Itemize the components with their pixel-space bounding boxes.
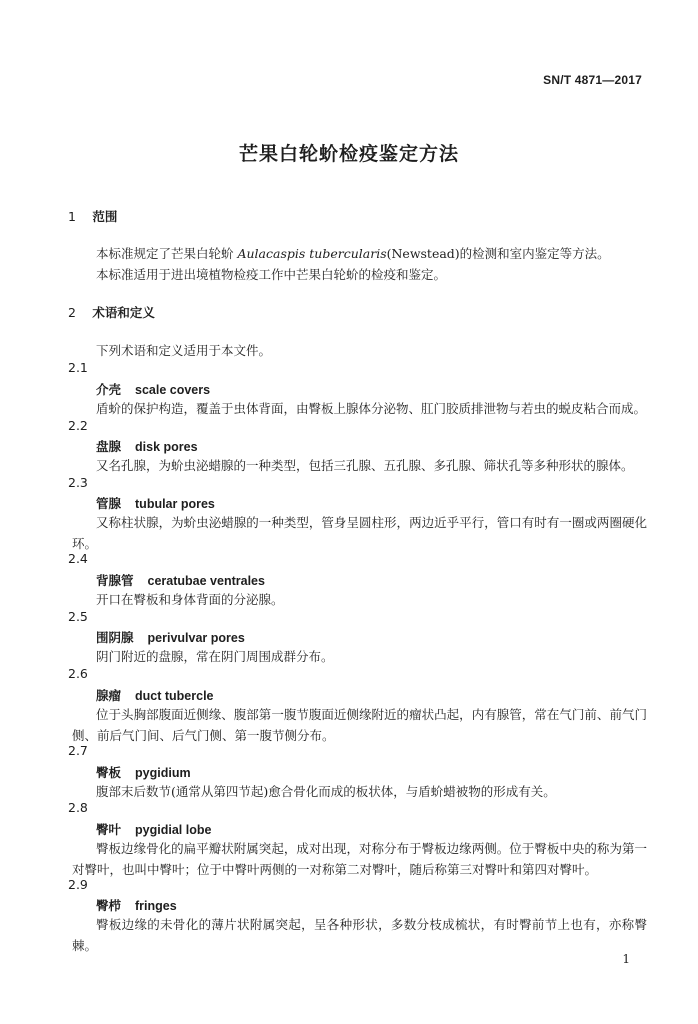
term-definition: 臀板边缘的未骨化的薄片状附属突起，呈各种形状，多数分枝成梳状，有时臀前节上也有，亦称臀棘。 (72, 917, 647, 953)
text-run: 本标准规定了芒果白轮蚧 (96, 246, 238, 261)
term-definition: 又名孔腺，为蚧虫泌蜡腺的一种类型，包括三孔腺、五孔腺、多孔腺、筛状孔等多种形状的腺体。 (96, 458, 634, 473)
term-number: 2.5 (68, 609, 88, 624)
terms-intro: 下列术语和定义适用于本文件。 (96, 343, 272, 358)
term-cn: 臀栉 (96, 898, 122, 913)
term-number: 2.4 (68, 551, 88, 566)
term-number: 2.6 (68, 666, 88, 681)
term-definition: 臀板边缘骨化的扁平瓣状附属突起，成对出现，对称分布于臀板边缘两侧。位于臀板中央的称为第一对臀叶，也叫中臀叶；位于中臀叶两侧的一对称第二对臀叶，随后称第三对臀叶和第四对臀叶。 (72, 841, 647, 877)
term-en: duct tubercle (135, 689, 214, 703)
term-cn: 介壳 (96, 382, 122, 397)
term-en: disk pores (135, 440, 198, 454)
term-en: ceratubae ventrales (147, 574, 265, 588)
standard-code: SN/T 4871—2017 (543, 73, 642, 87)
term-heading (96, 896, 177, 914)
section-number: 1 (68, 209, 76, 224)
term-number: 2.2 (68, 418, 88, 433)
term-cn: 臀叶 (96, 822, 122, 837)
term-en: scale covers (135, 383, 211, 397)
term-definition: 又称柱状腺，为蚧虫泌蜡腺的一种类型，管身呈圆柱形，两边近乎平行，管口有时有一圈或两圈硬化环。 (72, 515, 647, 551)
term-cn: 管腺 (96, 496, 122, 511)
term-en: fringes (135, 899, 177, 913)
term-cn: 背腺管 (96, 573, 134, 588)
term-number: 2.3 (68, 475, 88, 490)
section-title: 范围 (92, 209, 118, 224)
term-definition: 开口在臀板和身体背面的分泌腺。 (96, 592, 284, 607)
scope-paragraph-2: 本标准适用于进出境植物检疫工作中芒果白轮蚧的检疫和鉴定。 (96, 267, 447, 282)
term-definition: 盾蚧的保护构造，覆盖于虫体背面，由臀板上腺体分泌物、肛门胶质排泄物与若虫的蜕皮粘合而成。 (96, 401, 647, 416)
term-en: pygidial lobe (135, 823, 212, 837)
term-number: 2.9 (68, 877, 88, 892)
species-name: Aulacaspis tubercularis (237, 246, 387, 261)
term-heading (96, 380, 210, 398)
term-number: 2.8 (68, 800, 88, 815)
section-1-heading (68, 207, 117, 225)
term-heading (96, 763, 191, 781)
term-heading (96, 437, 198, 455)
term-heading (96, 820, 211, 838)
term-cn: 盘腺 (96, 439, 122, 454)
term-cn: 臀板 (96, 765, 122, 780)
term-heading (96, 686, 214, 704)
term-heading (96, 571, 265, 589)
term-number: 2.7 (68, 743, 88, 758)
term-heading (96, 494, 215, 512)
term-en: pygidium (135, 766, 191, 780)
term-definition: 腹部末后数节(通常从第四节起)愈合骨化而成的板状体，与盾蚧蜡被物的形成有关。 (96, 784, 556, 799)
scope-paragraph-1 (96, 244, 610, 262)
text-run: (Newstead)的检测和室内鉴定等方法。 (386, 246, 610, 261)
term-number: 2.1 (68, 360, 88, 375)
section-2-heading (68, 303, 155, 321)
term-en: tubular pores (135, 497, 215, 511)
page-number: 1 (622, 952, 630, 966)
term-en: perivulvar pores (147, 631, 245, 645)
section-number: 2 (68, 305, 76, 320)
section-title: 术语和定义 (92, 305, 155, 320)
term-cn: 腺瘤 (96, 688, 122, 703)
term-cn: 围阴腺 (96, 630, 134, 645)
document-title: 芒果白轮蚧检疫鉴定方法 (238, 143, 459, 165)
term-heading (96, 628, 245, 646)
term-definition: 阴门附近的盘腺，常在阴门周围成群分布。 (96, 649, 334, 664)
term-definition: 位于头胸部腹面近侧缘、腹部第一腹节腹面近侧缘附近的瘤状凸起，内有腺管，常在气门前、前气门侧、前后气门间、后气门侧、第一腹节侧分布。 (72, 707, 647, 743)
